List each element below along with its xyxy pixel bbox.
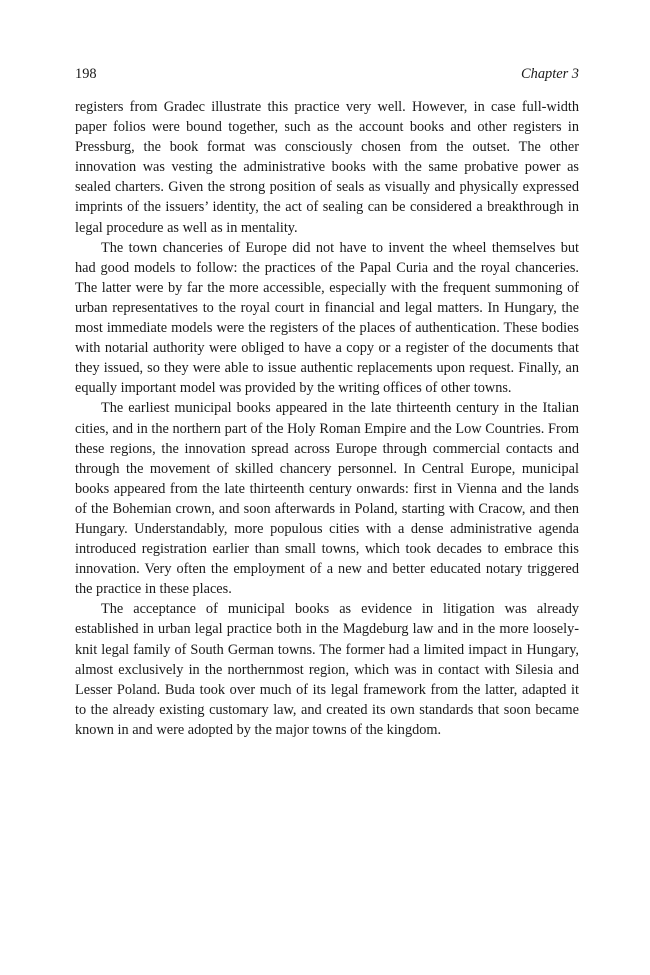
page-number: 198 — [75, 66, 97, 82]
body-text — [75, 97, 579, 740]
paragraph-2: The town chanceries of Europe did not have to invent the wheel themselves but had good models to follow: the practices of the Papal Curia and the royal chanceries. The latter were by far the more accessible, especially with the frequent summoning of urban representatives to the royal court in financial and legal matters. In Hungary, the most immediate models were the registers of the places of authentication. These bodies with notarial authority were obliged to have a copy or a register of the documents that they issued, so they were able to issue authentic replacements upon request. Finally, an equally important model was provided by the writing offices of other towns. — [75, 239, 579, 397]
chapter-title: Chapter 3 — [521, 66, 579, 82]
book-page — [75, 64, 579, 740]
running-head — [75, 64, 579, 84]
paragraph-1: registers from Gradec illustrate this practice very well. However, in case full-width paper folios were bound together, such as the account books and other registers in Pressburg, the book format was consciously chosen from the outset. The other innovation was vesting the administrative books with the same probative power as sealed charters. Given the strong position of seals as visually and physically expressed imprints of the issuers’ identity, the act of sealing can be considered a breakthrough in legal procedure as well as in mentality. — [75, 99, 579, 236]
paragraph-3: The earliest municipal books appeared in the late thirteenth century in the Italian cities, and in the northern part of the Holy Roman Empire and the Low Countries. From these regions, the innovation spread across Europe through commercial contacts and through the movement of skilled chancery personnel. In Central Europe, municipal books appeared from the late thirteenth century onwards: first in Vienna and the lands of the Bohemian crown, and soon afterwards in Poland, starting with Cracow, and then Hungary. Understandably, more populous cities with a dense administrative agenda introduced registration earlier than small towns, which took decades to embrace this innovation. Very often the employment of a new and better educated notary triggered the practice in these places. — [75, 400, 579, 598]
paragraph-4: The acceptance of municipal books as evidence in litigation was already established in urban legal practice both in the Magdeburg law and in the more loosely-knit legal family of South German towns. The former had a limited impact in Hungary, almost exclusively in the northernmost region, which was in contact with Silesia and Lesser Poland. Buda took over much of its legal framework from the latter, adapted it to the already existing customary law, and created its own standards that soon became known in and were adopted by the major towns of the kingdom. — [75, 601, 579, 738]
